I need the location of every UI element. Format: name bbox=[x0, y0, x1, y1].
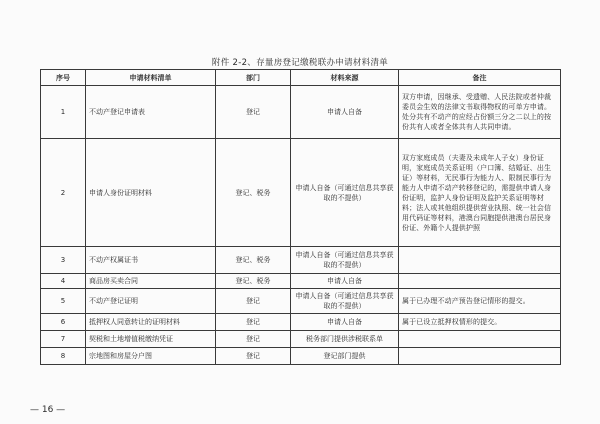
table-row bbox=[41, 348, 561, 365]
table-row bbox=[41, 86, 561, 139]
row-item: 宗地图和房屋分户图 bbox=[86, 348, 216, 365]
table-header-row bbox=[41, 70, 561, 86]
row-dept: 登记、税务 bbox=[216, 247, 291, 274]
row-item: 不动产登记申请表 bbox=[86, 86, 216, 139]
row-dept: 登记 bbox=[216, 314, 291, 331]
row-dept: 登记 bbox=[216, 348, 291, 365]
materials-table bbox=[40, 69, 561, 365]
row-item: 不动产权属证书 bbox=[86, 247, 216, 274]
row-no: 1 bbox=[41, 86, 86, 139]
table-row bbox=[41, 139, 561, 247]
row-source: 登记部门提供 bbox=[291, 348, 399, 365]
row-note: 属于已办理不动产预告登记情形的提交。 bbox=[399, 289, 561, 314]
row-note bbox=[399, 331, 561, 348]
row-item: 商品房买卖合同 bbox=[86, 274, 216, 289]
row-no: 3 bbox=[41, 247, 86, 274]
header-no: 序号 bbox=[41, 70, 86, 86]
row-no: 4 bbox=[41, 274, 86, 289]
row-item: 申请人身份证明材料 bbox=[86, 139, 216, 247]
row-note: 双方申请，因继承、受遗赠、人民法院或者仲裁委员会生效的法律文书取得物权的可单方申请。处分共有不动产的应经占份额三分之二以上的按份共有人或者全体共有人共同申请。 bbox=[399, 86, 561, 139]
header-dept: 部门 bbox=[216, 70, 291, 86]
row-dept: 登记、税务 bbox=[216, 139, 291, 247]
row-note: 属于已设立抵押权情形的提交。 bbox=[399, 314, 561, 331]
row-source: 申请人自备（可通过信息共享获取的不提供） bbox=[291, 139, 399, 247]
row-dept: 登记 bbox=[216, 289, 291, 314]
row-no: 6 bbox=[41, 314, 86, 331]
row-item: 契税和土地增值税缴纳凭证 bbox=[86, 331, 216, 348]
row-item: 抵押权人同意转让的证明材料 bbox=[86, 314, 216, 331]
row-dept: 登记 bbox=[216, 331, 291, 348]
page-number: — 16 — bbox=[30, 405, 66, 415]
row-dept: 登记 bbox=[216, 86, 291, 139]
row-note bbox=[399, 274, 561, 289]
table-row bbox=[41, 289, 561, 314]
row-item: 不动产登记证明 bbox=[86, 289, 216, 314]
table-row bbox=[41, 314, 561, 331]
row-source: 申请人自备（可通过信息共享获取的不提供） bbox=[291, 289, 399, 314]
header-note: 备注 bbox=[399, 70, 561, 86]
row-source: 申请人自备 bbox=[291, 274, 399, 289]
table-row bbox=[41, 274, 561, 289]
row-note bbox=[399, 247, 561, 274]
row-note bbox=[399, 348, 561, 365]
row-no: 5 bbox=[41, 289, 86, 314]
row-source: 申请人自备 bbox=[291, 86, 399, 139]
row-source: 申请人自备 bbox=[291, 314, 399, 331]
row-note: 双方家庭成员（夫妻及未成年人子女）身份证明，家庭成员关系证明（户口簿、结婚证、出生证）等材料，无民事行为能力人、限制民事行为能力人申请不动产转移登记的，需提供申请人身份证明，监护人身份证明及监护关系证明等材料；法人或其他组织提供营业执照、统一社会信用代码证等材料，港澳台同胞提供港澳台居民身份证、外籍个人提供护照 bbox=[399, 139, 561, 247]
table-row bbox=[41, 247, 561, 274]
row-source: 税务部门提供涉税联系单 bbox=[291, 331, 399, 348]
row-no: 2 bbox=[41, 139, 86, 247]
table-row bbox=[41, 331, 561, 348]
row-no: 8 bbox=[41, 348, 86, 365]
row-no: 7 bbox=[41, 331, 86, 348]
row-source: 申请人自备（可通过信息共享获取的不提供） bbox=[291, 247, 399, 274]
row-dept: 登记、税务 bbox=[216, 274, 291, 289]
header-source: 材料来源 bbox=[291, 70, 399, 86]
table-caption: 附件 2-2、存量房登记缴税联办申请材料清单 bbox=[211, 58, 389, 68]
header-item: 申请材料清单 bbox=[86, 70, 216, 86]
